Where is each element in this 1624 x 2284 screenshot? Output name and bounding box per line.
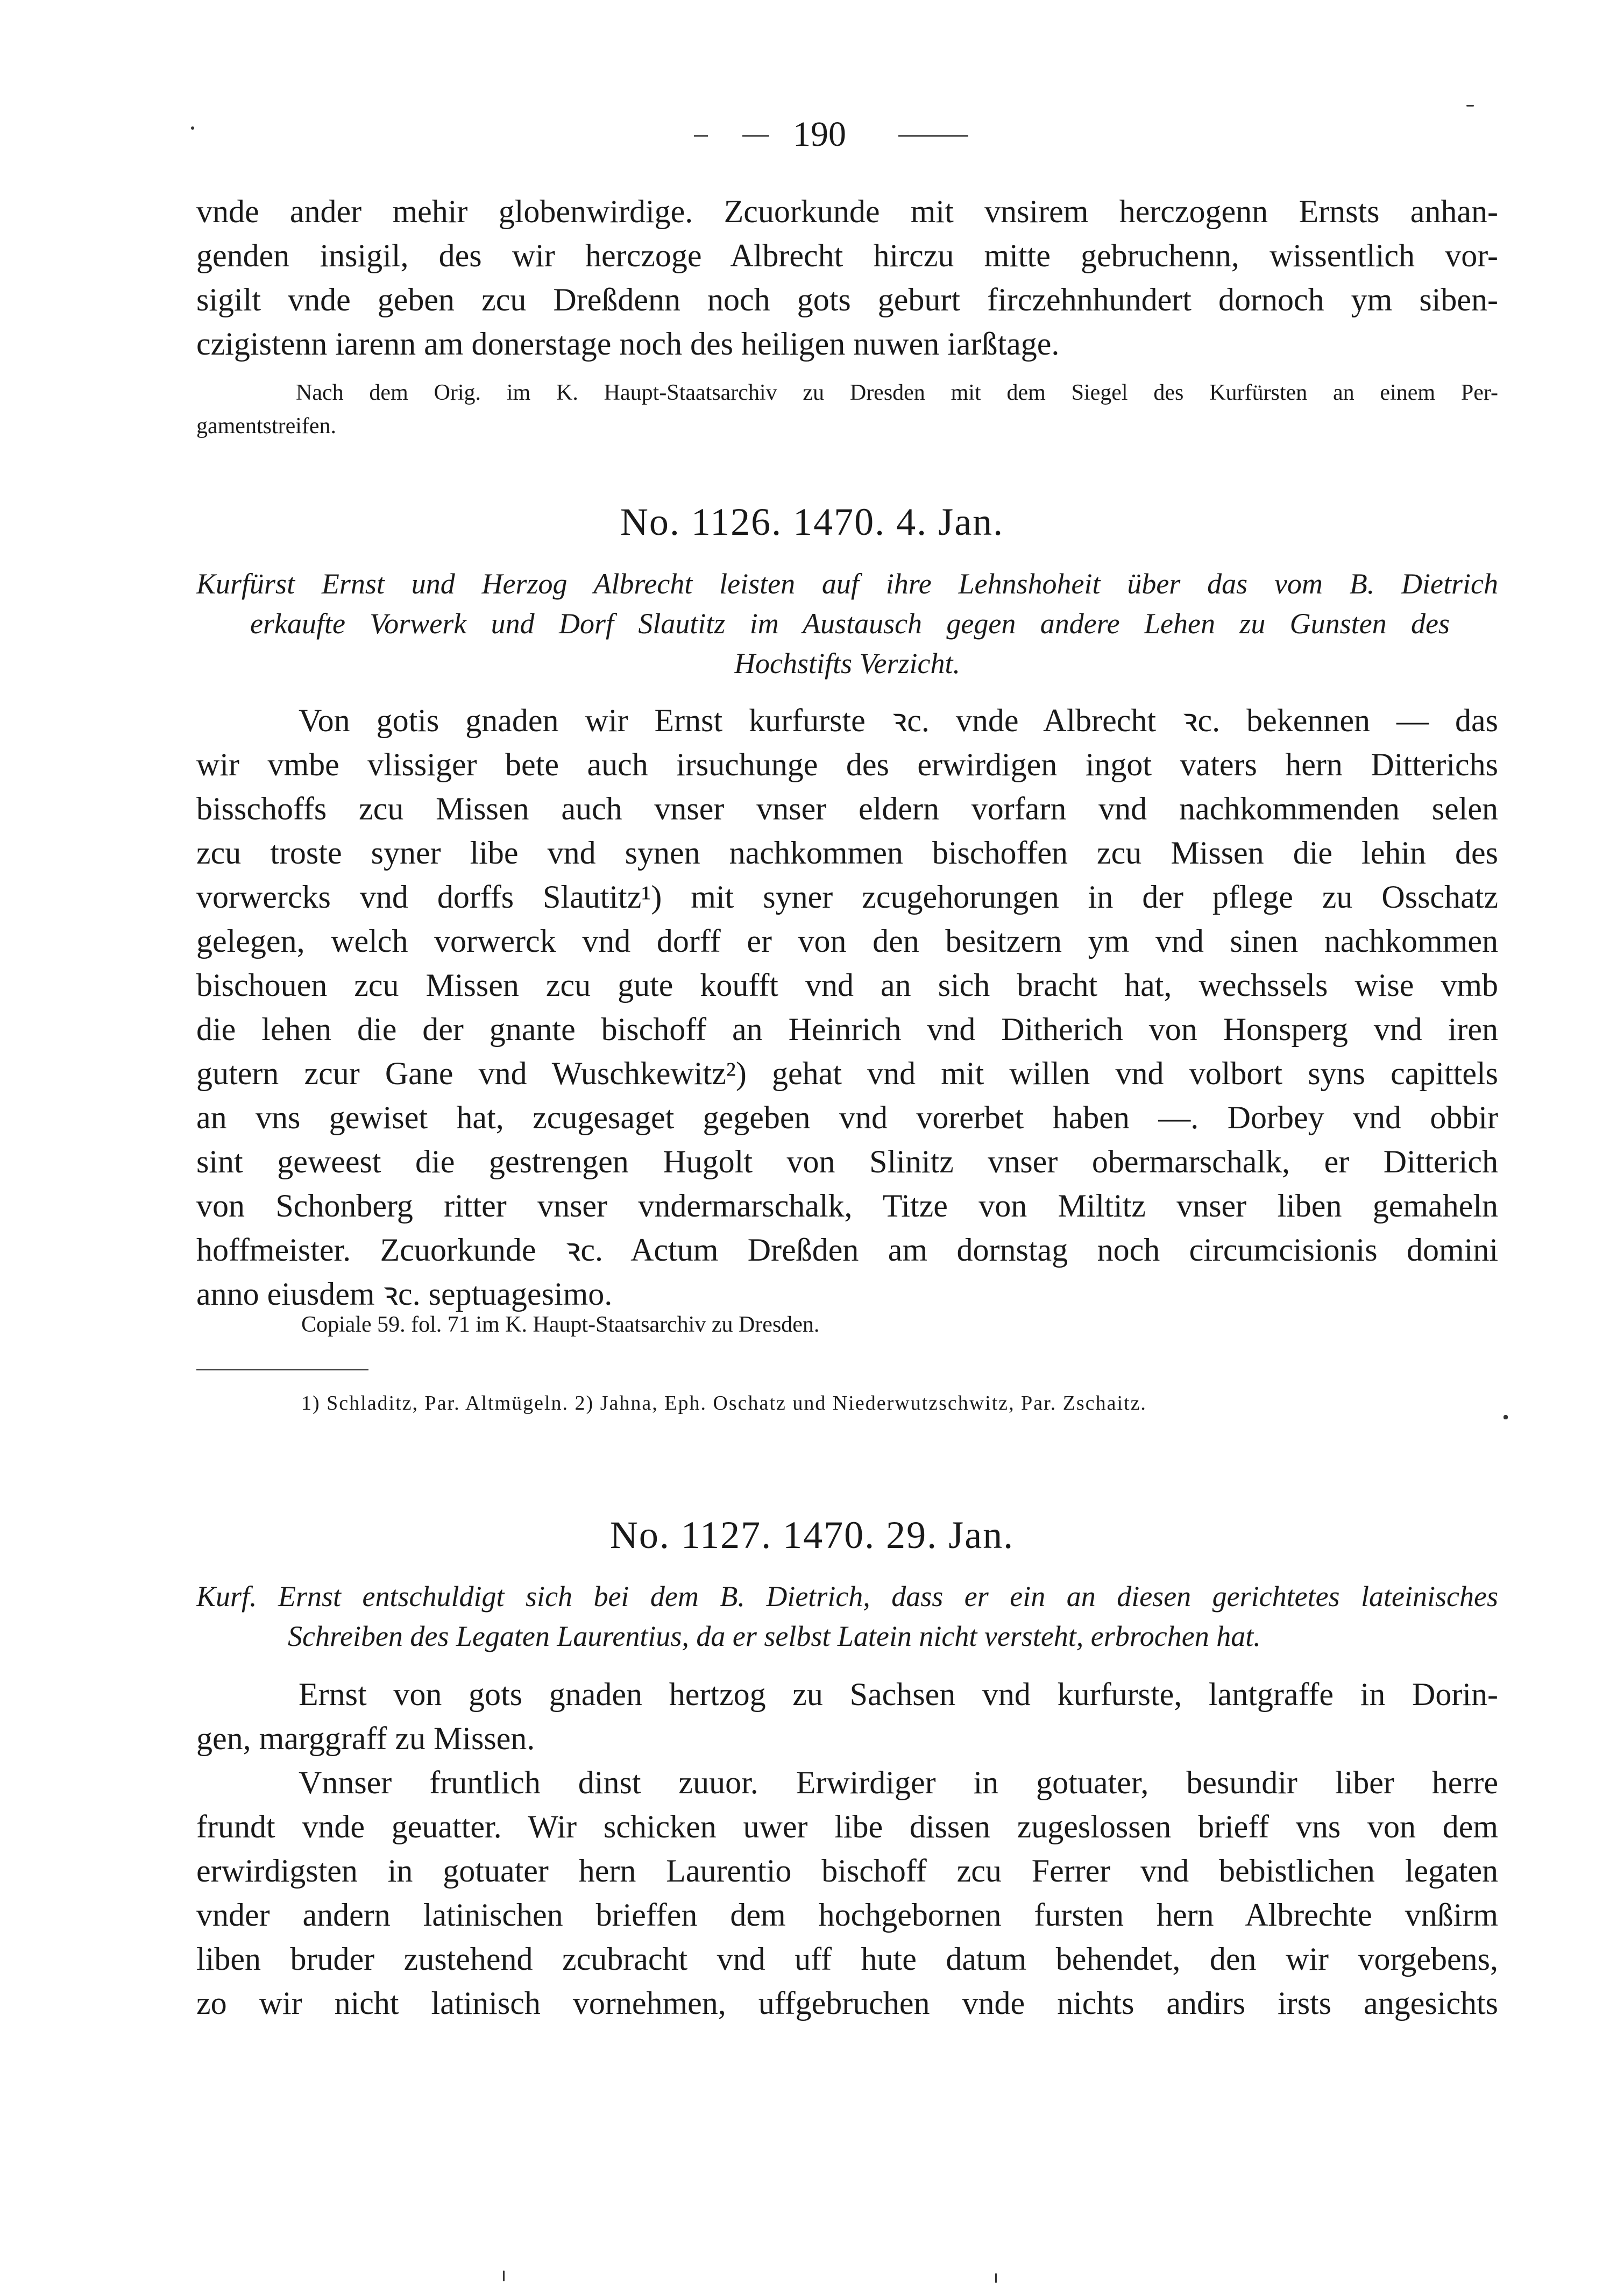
regest-line: Hochstifts Verzicht. [734, 647, 960, 680]
scan-speck [995, 2273, 997, 2283]
regest [196, 564, 1498, 683]
text-line: czigistenn iarenn am donerstage noch des heiligen nuwen iarßtage. [196, 326, 1060, 362]
text-line: von Schonberg ritter vnser vndermarschalk, Titze von Miltitz vnser liben gemaheln [196, 1188, 1498, 1224]
text-line: anno eiusdem ꝛc. septuagesimo. [196, 1276, 613, 1312]
text-line: sint geweest die gestrengen Hugolt von Slinitz vnser obermarschalk, er Ditterich [196, 1144, 1498, 1179]
footnote-rule [196, 1369, 368, 1370]
text-line: liben bruder zustehend zcubracht vnd uff hute datum behendet, den wir vorgebens, [196, 1941, 1498, 1977]
source-note [301, 1309, 1485, 1341]
page-number: 190 [793, 115, 846, 154]
regest-line: Kurfürst Ernst und Herzog Albrecht leisten auf ihre Lehnshoheit über das vom B. Dietrich [196, 568, 1498, 600]
text-line: gen, marggraff zu Missen. [196, 1721, 535, 1756]
text-line: vnde ander mehir globenwirdige. Zcuorkunde mit vnsirem herczogenn Ernsts anhan- [196, 194, 1498, 229]
text-line: gutern zcur Gane vnd Wuschkewitz²) gehat vnd mit willen vnd volbort syns capittels [196, 1056, 1498, 1091]
document-text [196, 698, 1498, 1316]
text-line: Vnnser fruntlich dinst zuuor. Erwirdiger in gotuater, besundir liber herre [299, 1765, 1498, 1800]
text-line: sigilt vnde geben zcu Dreßdenn noch gots geburt firczehnhundert dornoch ym siben- [196, 282, 1498, 317]
text-line: vnder andern latinischen brieffen dem hochgebornen fursten hern Albrechte vnßirm [196, 1897, 1498, 1933]
scan-speck [191, 126, 194, 130]
text-line: Ernst von gots gnaden hertzog zu Sachsen vnd kurfurste, lantgraffe in Dorin- [299, 1677, 1498, 1712]
text-line: genden insigil, des wir herczoge Albrecht hirczu mitte gebruchenn, wissentlich vor- [196, 238, 1498, 273]
text-line: frundt vnde geuatter. Wir schicken uwer libe dissen zugeslossen brieff vns von dem [196, 1809, 1498, 1844]
regest [196, 1576, 1498, 1656]
note-line: Copiale 59. fol. 71 im K. Haupt-Staatsarchiv zu Dresden. [301, 1312, 820, 1337]
ornament-dash [742, 135, 769, 137]
footnotes [301, 1388, 1485, 1418]
text-line: die lehen die der gnante bischoff an Heinrich vnd Ditherich von Honsperg vnd iren [196, 1012, 1498, 1047]
text-line: bischouen zcu Missen zcu gute koufft vnd an sich bracht hat, wechssels wise vmb [196, 967, 1498, 1003]
salutation [196, 1672, 1498, 1760]
document-heading: No. 1127. 1470. 29. Jan. [609, 1514, 1015, 1557]
text-line: Von gotis gnaden wir Ernst kurfurste ꝛc. vnde Albrecht ꝛc. bekennen — das [299, 703, 1498, 738]
running-head [0, 110, 1624, 159]
scan-speck [1504, 1415, 1508, 1419]
text-line: erwirdigsten in gotuater hern Laurentio bischoff zcu Ferrer vnd bebistlichen legaten [196, 1853, 1498, 1889]
text-line: an vns gewiset hat, zcugesaget gegeben vnd vorerbet haben —. Dorbey vnd obbir [196, 1100, 1498, 1135]
footnote-text: 1) Schladitz, Par. Altmügeln. 2) Jahna, Eph. Oschatz und Niederwutzschwitz, Par. Zschaitz. [301, 1392, 1147, 1415]
regest-line: Schreiben des Legaten Laurentius, da er selbst Latein nicht versteht, erbrochen hat. [288, 1620, 1261, 1652]
intro-source-note-cont [196, 410, 1498, 442]
document-text [196, 1760, 1498, 2025]
document-heading: No. 1126. 1470. 4. Jan. [620, 500, 1004, 543]
regest-line: Kurf. Ernst entschuldigt sich bei dem B. Dietrich, dass er ein an diesen gerichtetes lateinisches [196, 1580, 1498, 1613]
text-line: zo wir nicht latinisch vornehmen, uffgebruchen vnde nichts andirs irsts angesichts [196, 1985, 1498, 2021]
ornament-dash [694, 135, 708, 137]
text-line: vorwercks vnd dorffs Slautitz¹) mit syner zcugehorungen in der pflege zu Osschatz [196, 879, 1498, 915]
intro-section [196, 189, 1498, 366]
regest-line: erkaufte Vorwerk und Dorf Slautitz im Austausch gegen andere Lehen zu Gunsten des [250, 607, 1450, 640]
scan-speck [1466, 105, 1474, 107]
text-line: hoffmeister. Zcuorkunde ꝛc. Actum Dreßden am dornstag noch circumcisionis domini [196, 1232, 1498, 1268]
text-line: zcu troste syner libe vnd synen nachkommen bischoffen zcu Missen die lehin des [196, 835, 1498, 871]
text-line: wir vmbe vlissiger bete auch irsuchunge des erwirdigen ingot vaters hern Ditterichs [196, 747, 1498, 782]
note-line: gamentstreifen. [196, 414, 337, 439]
text-line: gelegen, welch vorwerck vnd dorff er von den besitzern ym vnd sinen nachkommen [196, 923, 1498, 959]
scan-speck [503, 2271, 505, 2281]
intro-paragraph [196, 189, 1498, 366]
intro-source-note [296, 377, 1498, 409]
note-line: Nach dem Orig. im K. Haupt-Staatsarchiv zu Dresden mit dem Siegel des Kurfürsten an einem Per- [296, 380, 1498, 405]
ornament-dash [898, 135, 968, 137]
text-line: bisschoffs zcu Missen auch vnser vnser eldern vorfarn vnd nachkommenden selen [196, 791, 1498, 826]
